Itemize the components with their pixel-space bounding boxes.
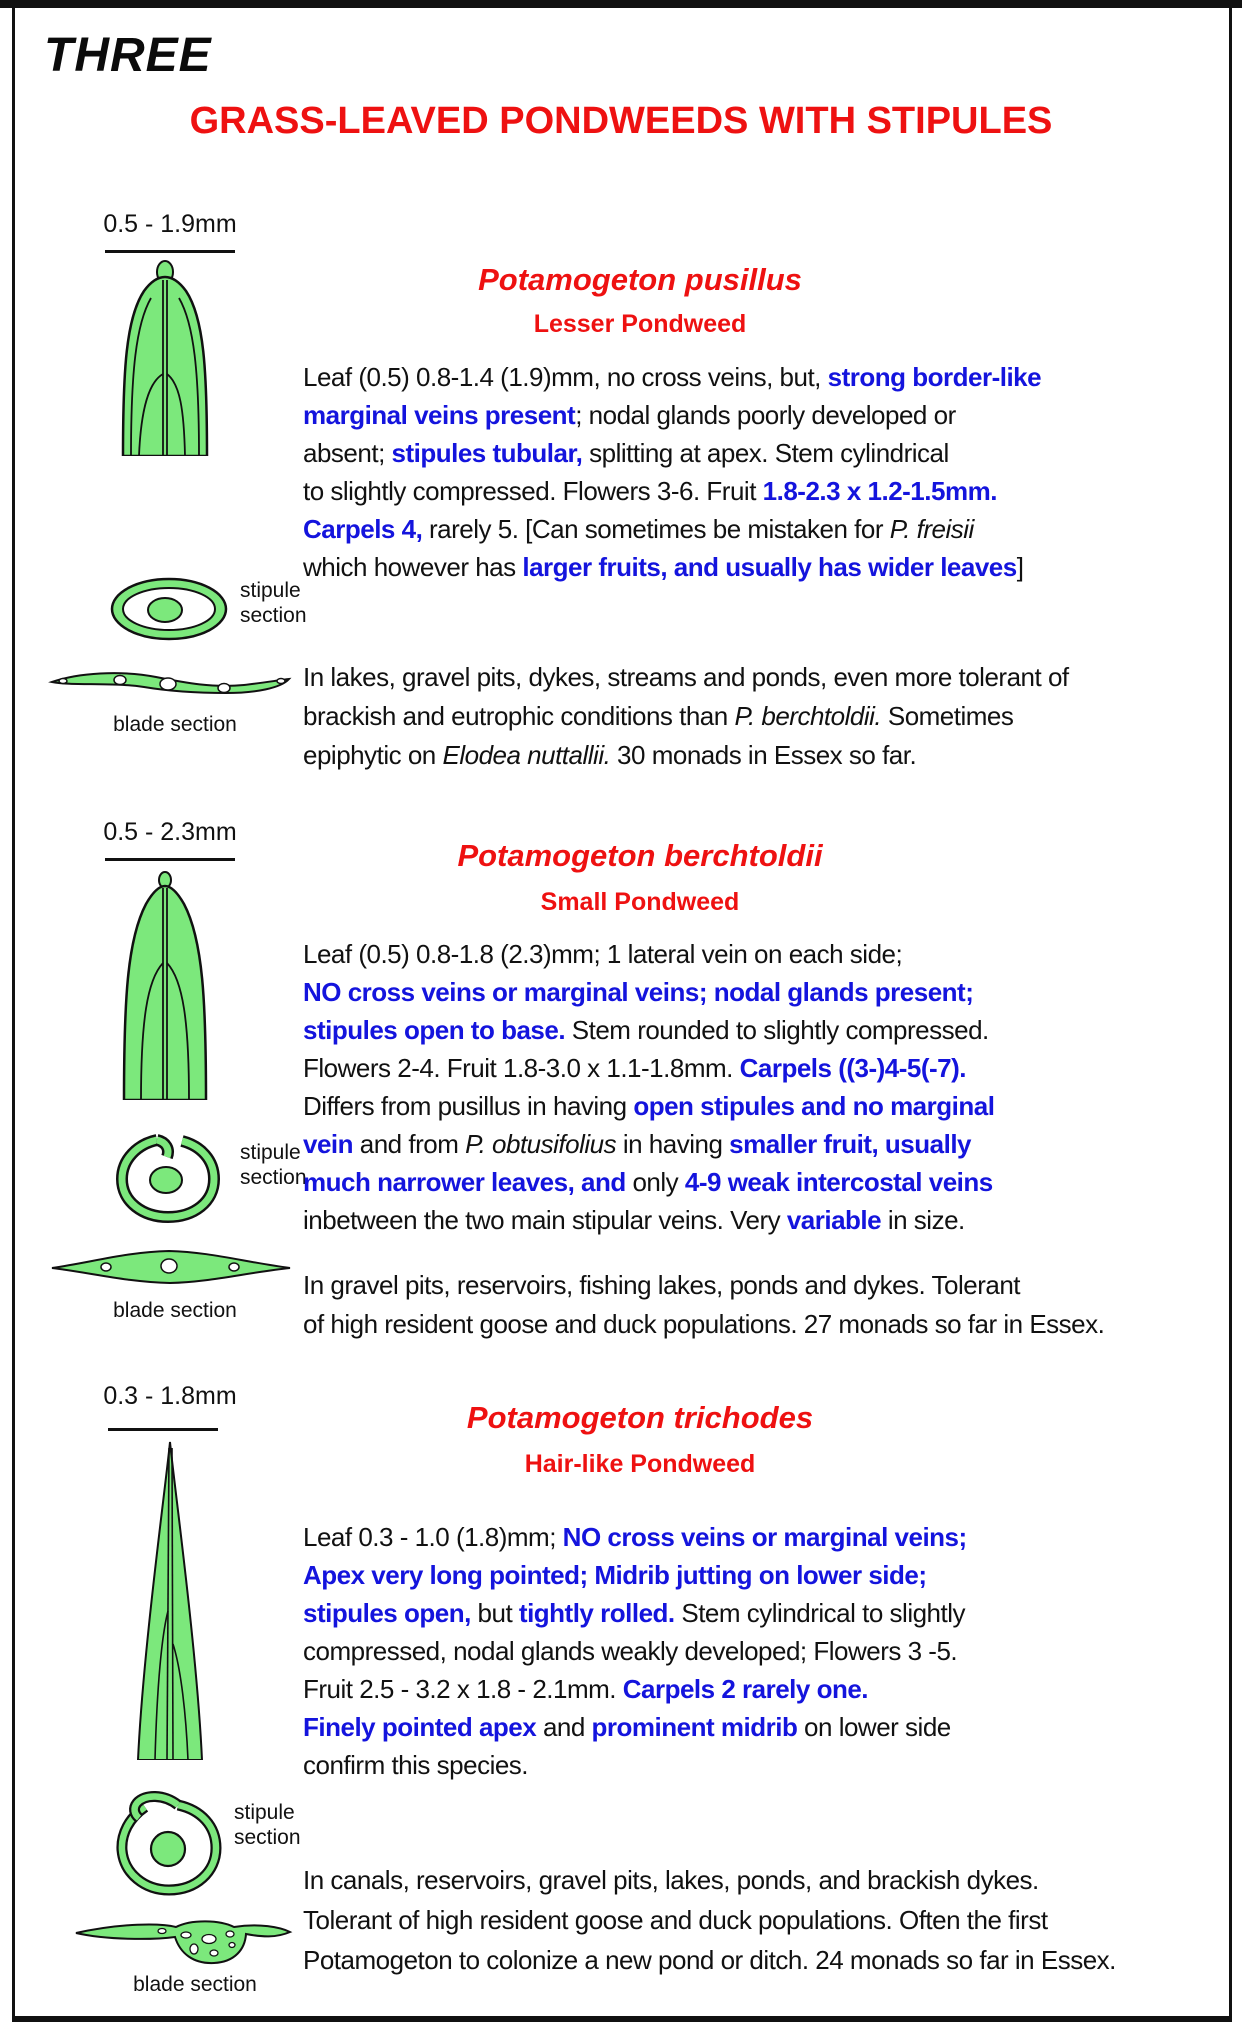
blade-section-drawing: [48, 1240, 295, 1294]
leaf-apex-drawing: [110, 258, 220, 456]
page-title: GRASS-LEAVED PONDWEEDS WITH STIPULES: [189, 100, 1053, 142]
leaf-apex-drawing: [125, 1438, 215, 1760]
species-description: Leaf (0.5) 0.8-1.4 (1.9)mm, no cross veins, but, strong border-like marginal veins present; nodal glands poorly developed or absent; stipules tubular, splitting at apex. Stem cylindrical to slightly compressed. Flowers 3-6. Fruit 1.8-2.3 x 1.2-1.5mm. Carpels 4, rarely 5. [Can sometimes be mistaken for P. freisii which however has larger fruits, and usually has wider leaves]: [303, 362, 1042, 582]
stipule-section-drawing: [108, 575, 230, 643]
species-description: Leaf 0.3 - 1.0 (1.8)mm; NO cross veins or marginal veins; Apex very long pointed; Midrib jutting on lower side; stipules open, but tightly rolled. Stem cylindrical to slightly compressed, nodal glands weakly developed; Flowers 3 -5. Fruit 2.5 - 3.2 x 1.8 - 2.1mm. Carpels 2 rarely one. Finely pointed apex and prominent midrib on lower side confirm this species.: [303, 1522, 967, 1780]
stipule-section-drawing: [110, 1126, 228, 1226]
species-common-name: Hair-like Pondweed: [524, 1450, 756, 1478]
species-latin-name: Potamogeton pusillus: [478, 262, 802, 297]
size-label: 0.5 - 2.3mm: [103, 818, 237, 846]
species-habitat: In canals, reservoirs, gravel pits, lakes, ponds, and brackish dykes. Tolerant of high resident goose and duck populations. Often the first Potamogeton to colonize a new pond or ditch. 24 monads so far in Essex.: [303, 1865, 1116, 1975]
species-description: Leaf (0.5) 0.8-1.8 (2.3)mm; 1 lateral vein on each side; NO cross veins or marginal veins; nodal glands present; stipules open to base. Stem rounded to slightly compressed. Flowers 2-4. Fruit 1.8-3.0 x 1.1-1.8mm. Carpels ((3-)4-5(-7). Differs from pusillus in having open stipules and no marginal vein and from P. obtusifolius in having smaller fruit, usually much narrower leaves, and only 4-9 weak intercostal veins inbetween the two main stipular veins. Very variable in size.: [303, 939, 995, 1235]
species-latin-name: Potamogeton berchtoldii: [457, 838, 823, 873]
blade-section-label: blade section: [133, 1973, 257, 1996]
blade-section-drawing: [72, 1912, 294, 1970]
blade-section-drawing: [48, 665, 295, 707]
size-label: 0.5 - 1.9mm: [103, 210, 237, 238]
top-border-bar: [0, 0, 1242, 8]
stipule-section-label: stipule section: [240, 1141, 307, 1189]
species-common-name: Small Pondweed: [540, 888, 740, 916]
size-underline: [105, 858, 235, 861]
size-underline: [108, 1428, 218, 1431]
size-underline: [105, 250, 235, 253]
species-common-name: Lesser Pondweed: [533, 310, 747, 338]
blade-section-label: blade section: [113, 713, 237, 736]
species-latin-name: Potamogeton trichodes: [466, 1400, 814, 1435]
species-habitat: In lakes, gravel pits, dykes, streams and ponds, even more tolerant of brackish and eutrophic conditions than P. berchtoldii. Sometimes epiphytic on Elodea nuttallii. 30 monads in Essex so far.: [303, 662, 1069, 770]
stipule-section-label: stipule section: [234, 1801, 301, 1849]
blade-section-label: blade section: [113, 1299, 237, 1322]
stipule-section-drawing: [112, 1790, 224, 1898]
page-kicker: THREE: [44, 29, 212, 82]
size-label: 0.3 - 1.8mm: [103, 1382, 237, 1410]
leaf-apex-drawing: [110, 868, 220, 1100]
stipule-section-label: stipule section: [240, 579, 307, 627]
species-habitat: In gravel pits, reservoirs, fishing lakes, ponds and dykes. Tolerant of high resident goose and duck populations. 27 monads so far in Essex.: [303, 1270, 1105, 1339]
